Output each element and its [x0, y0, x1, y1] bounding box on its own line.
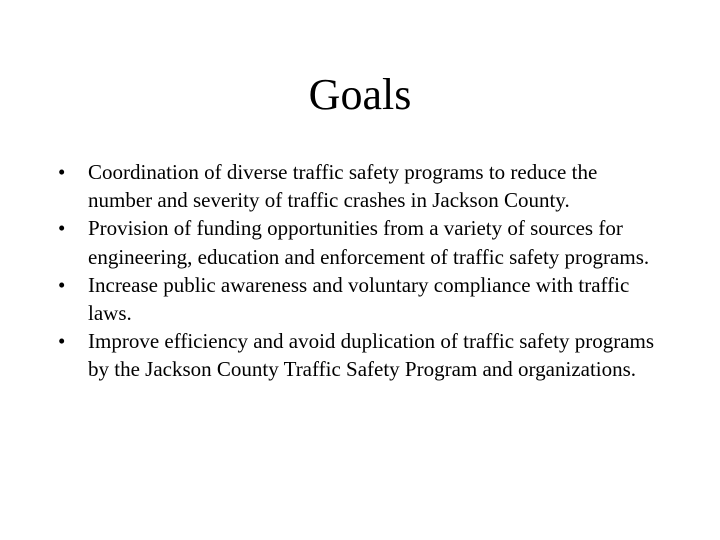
bullet-text: Coordination of diverse traffic safety programs to reduce the number and severity of traffic crashes in Jackson County. — [88, 160, 598, 213]
bullet-icon: • — [58, 160, 66, 184]
bullet-item-coordination — [54, 158, 654, 214]
bullet-text: Improve efficiency and avoid duplication of traffic safety programs by the Jackson County Traffic Safety Program and organizations. — [88, 329, 655, 382]
bullet-text: Increase public awareness and voluntary compliance with traffic laws. — [88, 272, 630, 326]
bullet-item-efficiency — [54, 327, 654, 383]
bullet-icon: • — [58, 272, 66, 297]
bullet-item-funding — [54, 214, 654, 270]
bullet-icon: • — [58, 329, 66, 354]
bullet-item-awareness — [54, 271, 654, 327]
bullet-text: Provision of funding opportunities from a variety of sources for engineering, education and enforcement of traffic safety programs. — [88, 216, 650, 269]
slide-title: Goals — [308, 70, 412, 119]
bullet-icon: • — [58, 216, 66, 241]
bullet-list — [54, 158, 654, 384]
